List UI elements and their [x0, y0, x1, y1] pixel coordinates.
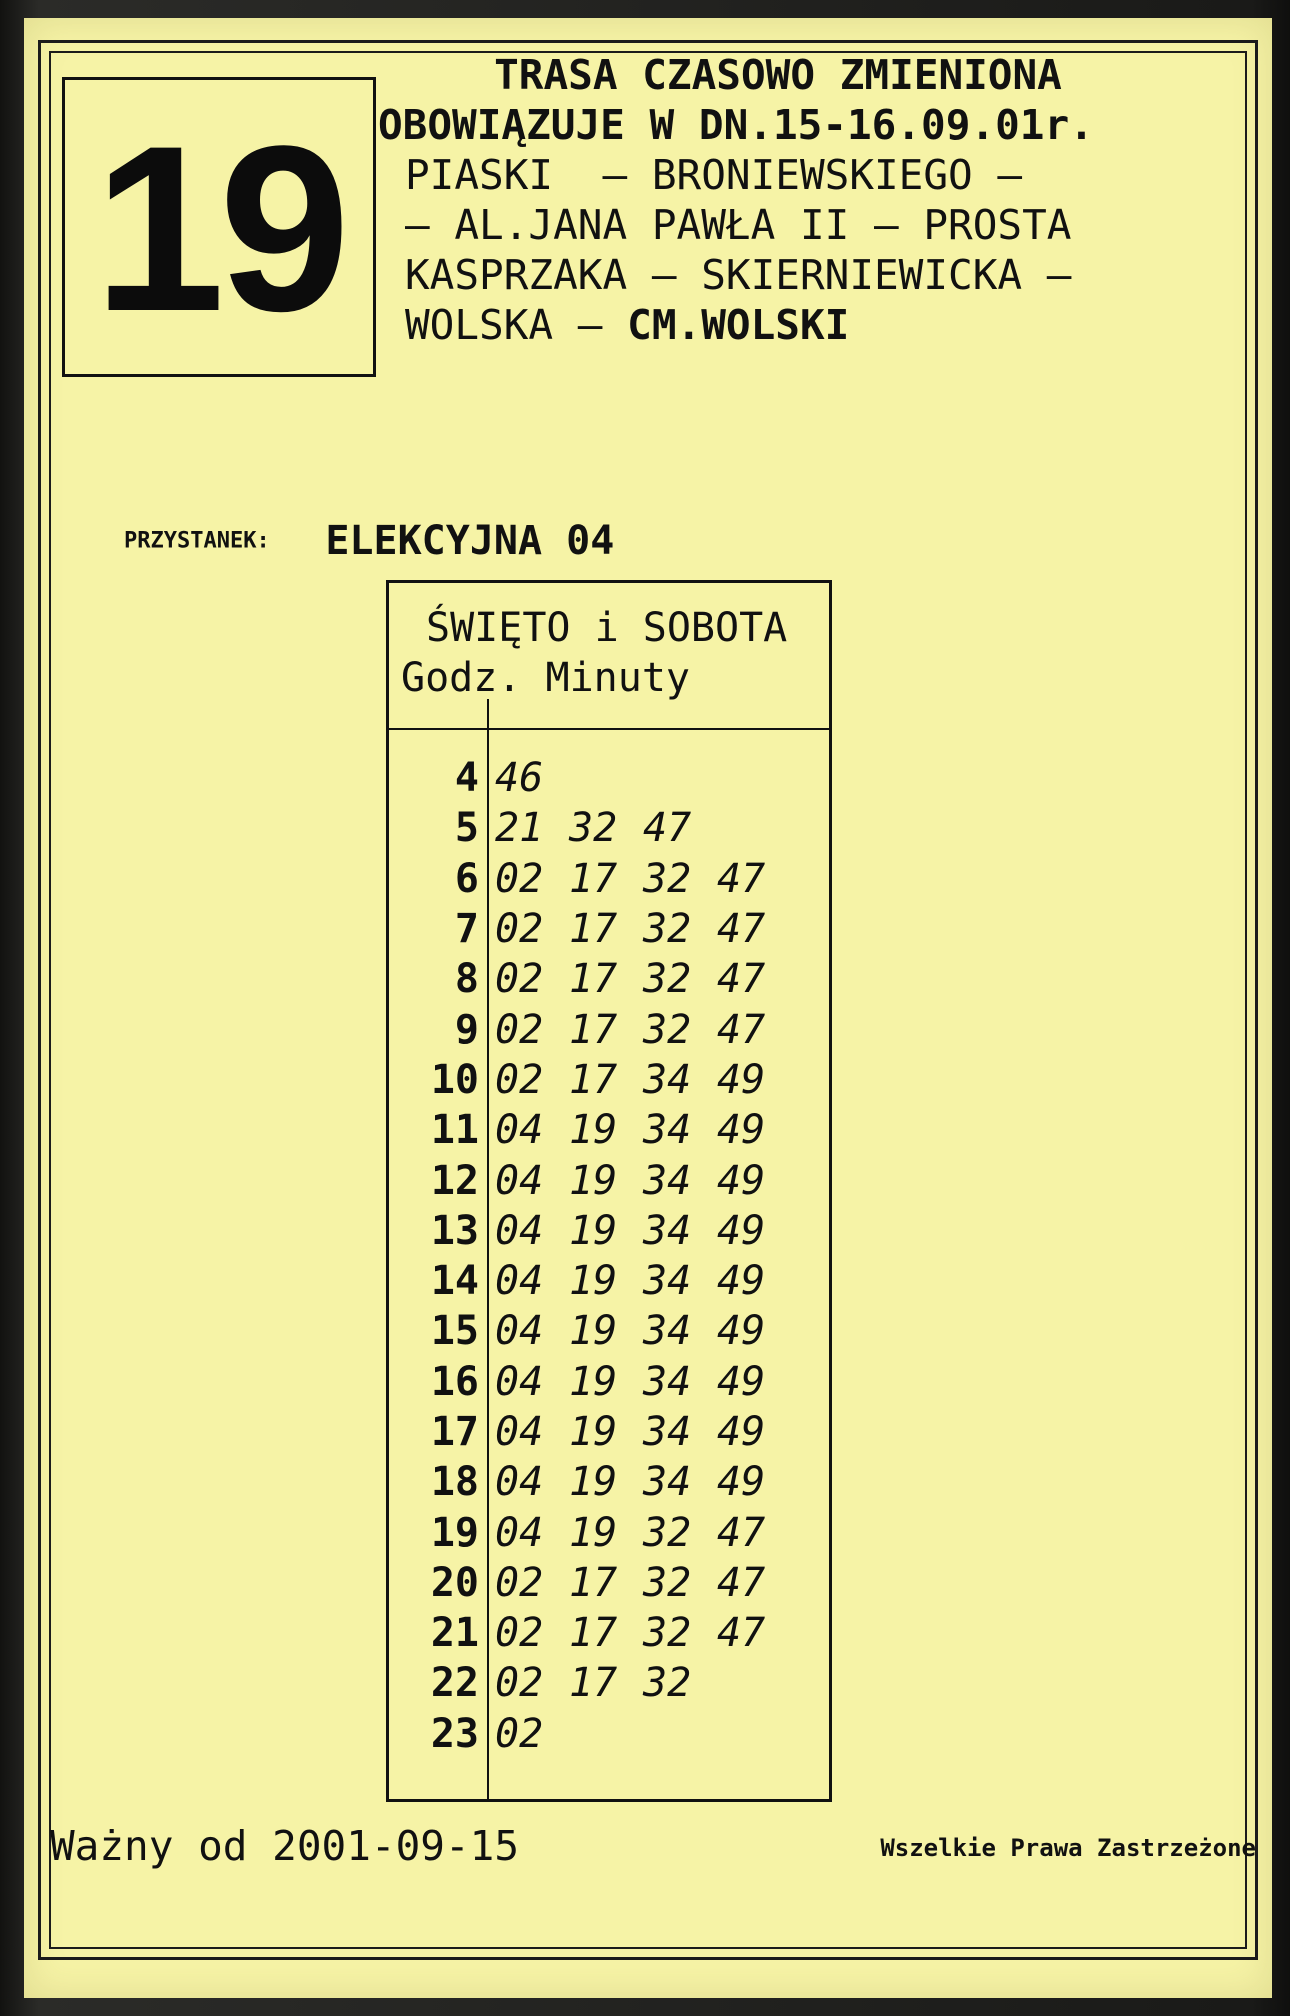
rights-notice: Wszelkie Prawa Zastrzeżone — [880, 1834, 1256, 1862]
column-headers — [389, 653, 829, 703]
minutes-cell — [481, 1007, 791, 1053]
minute-value: 04 — [495, 1308, 544, 1355]
table-row — [389, 1306, 829, 1356]
valid-from: Ważny od 2001-09-15 — [50, 1822, 519, 1870]
minute-value: 19 — [569, 1459, 618, 1506]
minute-value: 34 — [643, 1459, 692, 1506]
minute-value: 32 — [569, 805, 618, 852]
hour-cell: 19 — [430, 1509, 479, 1556]
hour-cell: 12 — [430, 1157, 479, 1204]
minute-value: 04 — [495, 1258, 544, 1305]
minute-value: 04 — [495, 1409, 544, 1455]
minutes-cell — [481, 1258, 791, 1304]
hour-cell: 23 — [430, 1710, 479, 1757]
minutes-cell — [481, 1610, 791, 1656]
minutes-cell — [481, 1510, 791, 1556]
minutes-cell — [481, 1409, 791, 1455]
minutes-cell — [481, 956, 791, 1002]
minute-value: 04 — [495, 1509, 544, 1556]
minute-value: 32 — [643, 855, 692, 902]
minute-value: 47 — [717, 1509, 766, 1556]
minute-value: 34 — [643, 1308, 692, 1355]
minute-value: 47 — [717, 906, 766, 953]
minute-value: 17 — [569, 855, 618, 902]
minutes-cell — [481, 1107, 791, 1153]
hour-cell: 18 — [430, 1459, 479, 1506]
table-row — [389, 1155, 829, 1205]
minute-value: 19 — [569, 1509, 618, 1556]
minute-value: 04 — [495, 1107, 544, 1154]
timetable-rows — [389, 753, 829, 1759]
minute-value: 49 — [717, 1459, 766, 1506]
hour-cell: 5 — [454, 805, 479, 852]
minute-value: 02 — [495, 956, 544, 1003]
minute-value: 04 — [495, 1157, 544, 1204]
table-row — [389, 753, 829, 803]
minute-value: 17 — [569, 1610, 618, 1657]
notice-dates: OBOWIĄZUJE W DN.15-16.09.01r. — [378, 101, 1094, 149]
minute-value: 17 — [569, 1559, 618, 1606]
minute-value: 19 — [569, 1258, 618, 1305]
minute-value: 34 — [643, 1157, 692, 1204]
hour-cell: 21 — [430, 1610, 479, 1657]
route-line-3: KASPRZAKA – SKIERNIEWICKA – — [405, 251, 1072, 299]
minute-value: 32 — [643, 1559, 692, 1606]
table-row — [389, 1105, 829, 1155]
line-number-box — [62, 77, 376, 377]
minutes-cell — [481, 1459, 791, 1505]
table-row — [389, 1507, 829, 1557]
minute-value: 17 — [569, 1056, 618, 1103]
minute-value: 21 — [495, 805, 544, 852]
minute-value: 02 — [495, 1710, 544, 1757]
day-type-label: ŚWIĘTO i SOBOTA — [426, 605, 788, 651]
notice-title: TRASA CZASOWO ZMIENIONA — [494, 51, 1062, 99]
minute-value: 32 — [643, 1509, 692, 1556]
minutes-cell — [481, 1359, 791, 1405]
minutes-cell — [481, 755, 569, 801]
minute-value: 04 — [495, 1207, 544, 1254]
hour-cell: 10 — [430, 1056, 479, 1103]
minute-value: 47 — [717, 1610, 766, 1657]
minute-value: 32 — [643, 1610, 692, 1657]
minutes-cell — [481, 1208, 791, 1254]
timetable-table — [386, 580, 832, 1802]
minute-value: 47 — [717, 956, 766, 1003]
hour-cell: 15 — [430, 1308, 479, 1355]
table-row — [389, 1608, 829, 1658]
route-line-4 — [378, 300, 1218, 350]
minute-value: 49 — [717, 1258, 766, 1305]
table-row — [389, 1407, 829, 1457]
minute-column-header: Minuty — [545, 655, 691, 701]
minute-value: 49 — [717, 1056, 766, 1103]
minute-value: 49 — [717, 1207, 766, 1254]
minute-value: 19 — [569, 1107, 618, 1154]
hour-cell: 22 — [430, 1660, 479, 1707]
minute-value: 49 — [717, 1157, 766, 1204]
minute-value: 19 — [569, 1409, 618, 1455]
table-row — [389, 1658, 829, 1708]
minutes-cell — [481, 856, 791, 902]
stop-name: ELEKCYJNA 04 — [325, 518, 615, 564]
route-destination: CM.WOLSKI — [627, 301, 850, 349]
minute-value: 49 — [717, 1107, 766, 1154]
table-row — [389, 1558, 829, 1608]
table-row — [389, 803, 829, 853]
minute-value: 17 — [569, 1660, 618, 1707]
hour-cell: 7 — [454, 906, 479, 953]
minute-value: 02 — [495, 1660, 544, 1707]
hour-cell: 13 — [430, 1207, 479, 1254]
minute-value: 47 — [717, 1006, 766, 1053]
minutes-cell — [481, 1308, 791, 1354]
minutes-cell — [481, 1057, 791, 1103]
minute-value: 04 — [495, 1459, 544, 1506]
minute-value: 34 — [643, 1358, 692, 1405]
minute-value: 02 — [495, 1610, 544, 1657]
minute-value: 02 — [495, 906, 544, 953]
minute-value: 49 — [717, 1409, 766, 1455]
table-row — [389, 1256, 829, 1306]
minute-value: 47 — [717, 855, 766, 902]
minute-value: 19 — [569, 1157, 618, 1204]
line-number: 19 — [93, 97, 345, 361]
stop-info — [124, 518, 614, 564]
minute-value: 02 — [495, 1006, 544, 1053]
minute-value: 46 — [495, 755, 544, 802]
minute-value: 32 — [643, 906, 692, 953]
minute-value: 34 — [643, 1258, 692, 1305]
table-row — [389, 1357, 829, 1407]
minute-value: 19 — [569, 1207, 618, 1254]
hour-cell: 11 — [430, 1107, 479, 1154]
minute-value: 04 — [495, 1358, 544, 1405]
minute-value: 19 — [569, 1308, 618, 1355]
route-header — [378, 50, 1218, 350]
hour-cell: 9 — [454, 1006, 479, 1053]
minute-value: 32 — [643, 1006, 692, 1053]
minute-value: 17 — [569, 1006, 618, 1053]
hour-column-header: Godz. — [401, 655, 522, 701]
route-line-2: – AL.JANA PAWŁA II – PROSTA — [405, 201, 1072, 249]
minutes-cell — [481, 1560, 791, 1606]
minute-value: 47 — [643, 805, 692, 852]
timetable-header — [389, 583, 829, 730]
minute-value: 02 — [495, 1056, 544, 1103]
minutes-cell — [481, 1660, 717, 1706]
minute-value: 02 — [495, 855, 544, 902]
minute-value: 17 — [569, 906, 618, 953]
hour-cell: 8 — [454, 956, 479, 1003]
minutes-cell — [481, 805, 717, 851]
minute-value: 02 — [495, 1559, 544, 1606]
stop-label: PRZYSTANEK: — [124, 528, 270, 554]
minute-value: 49 — [717, 1308, 766, 1355]
minute-value: 34 — [643, 1409, 692, 1455]
hour-cell: 4 — [454, 755, 479, 802]
table-row — [389, 1709, 829, 1759]
minute-value: 17 — [569, 956, 618, 1003]
route-line-4-plain: WOLSKA – — [405, 301, 628, 349]
hour-cell: 16 — [430, 1358, 479, 1405]
minutes-cell — [481, 1158, 791, 1204]
table-row — [389, 1004, 829, 1054]
hour-cell: 14 — [430, 1258, 479, 1305]
minute-value: 47 — [717, 1559, 766, 1606]
table-row — [389, 1457, 829, 1507]
minute-value: 34 — [643, 1207, 692, 1254]
minute-value: 34 — [643, 1056, 692, 1103]
route-line-1: PIASKI – BRONIEWSKIEGO – — [405, 151, 1023, 199]
table-row — [389, 904, 829, 954]
table-row — [389, 854, 829, 904]
minute-value: 19 — [569, 1358, 618, 1405]
minutes-cell — [481, 1711, 569, 1757]
table-row — [389, 954, 829, 1004]
minute-value: 32 — [643, 1660, 692, 1707]
hour-cell: 17 — [430, 1409, 479, 1455]
minute-value: 49 — [717, 1358, 766, 1405]
minute-value: 32 — [643, 956, 692, 1003]
hour-cell: 6 — [454, 855, 479, 902]
table-row — [389, 1206, 829, 1256]
table-row — [389, 1055, 829, 1105]
minutes-cell — [481, 906, 791, 952]
hour-cell: 20 — [430, 1559, 479, 1606]
minute-value: 34 — [643, 1107, 692, 1154]
